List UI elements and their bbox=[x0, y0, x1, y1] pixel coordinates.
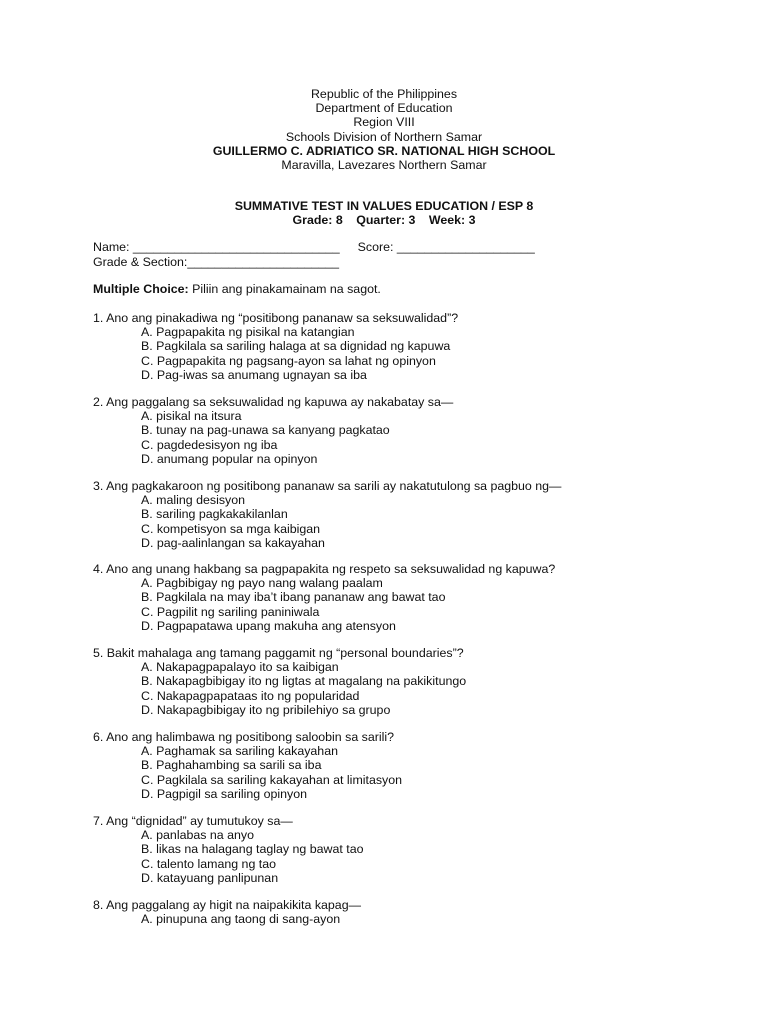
grade-quarter-week bbox=[0, 213, 768, 227]
choice-c: C. Pagkilala sa sariling kakayahan at limitasyon bbox=[141, 772, 403, 787]
choice-c: C. pagdedesisyon ng iba bbox=[141, 437, 278, 452]
instructions-text: Piliin ang pinakamainam na sagot. bbox=[188, 282, 381, 296]
choice-d: D. anumang popular na opinyon bbox=[141, 451, 318, 466]
name-score-row bbox=[93, 240, 535, 255]
header-division: Schools Division of Northern Samar bbox=[285, 129, 483, 144]
choice-b: B. sariling pagkakakilanlan bbox=[141, 507, 288, 522]
question-2 bbox=[93, 395, 453, 466]
choice-d: D. Pagpapatawa upang makuha ang atensyon bbox=[141, 618, 396, 633]
question-stem: 1. Ano ang pinakadiwa ng “positibong pananaw sa seksuwalidad”? bbox=[93, 311, 459, 325]
choice-d: D. Pag-iwas sa anumang ugnayan sa iba bbox=[141, 367, 367, 382]
choice-a: A. pisikal na itsura bbox=[141, 409, 242, 424]
choice-a: A. Paghamak sa sariling kakayahan bbox=[141, 744, 338, 759]
student-info-fields bbox=[93, 240, 535, 270]
choice-b: B. tunay na pag-unawa sa kanyang pagkatao bbox=[141, 423, 390, 438]
choice-d: D. pag-aalinlangan sa kakayahan bbox=[141, 535, 325, 550]
question-3 bbox=[93, 479, 561, 550]
choice-c: C. kompetisyon sa mga kaibigan bbox=[141, 521, 321, 536]
choice-d: D. Nakapagbibigay ito ng pribilehiyo sa grupo bbox=[141, 702, 391, 717]
choice-a: A. Nakapagpapalayo ito sa kaibigan bbox=[141, 660, 339, 675]
choice-d: D. katayuang panlipunan bbox=[141, 870, 279, 885]
question-stem: 6. Ano ang halimbawa ng positibong saloobin sa sarili? bbox=[93, 730, 395, 744]
choice-c: C. Pagpapakita ng pagsang-ayon sa lahat ng opinyon bbox=[141, 353, 436, 368]
question-stem: 4. Ano ang unang hakbang sa pagpapakita ng respeto sa seksuwalidad ng kapuwa? bbox=[93, 562, 556, 576]
week-label: Week: 3 bbox=[428, 213, 476, 228]
header-republic: Republic of the Philippines bbox=[310, 87, 458, 101]
question-6 bbox=[93, 730, 402, 801]
header-department: Department of Education bbox=[315, 101, 453, 116]
score-field[interactable]: Score: ____________________ bbox=[357, 240, 535, 254]
grade-section-field[interactable]: Grade & Section:______________________ bbox=[93, 255, 339, 269]
document-header bbox=[0, 87, 768, 172]
grade-label: Grade: 8 bbox=[292, 213, 343, 228]
question-1 bbox=[93, 311, 458, 382]
choice-b: B. Pagkilala na may iba’t ibang pananaw ang bawat tao bbox=[141, 590, 446, 605]
question-stem: 3. Ang pagkakaroon ng positibong pananaw sa sarili ay nakatutulong sa pagbuo ng— bbox=[93, 479, 562, 493]
question-7 bbox=[93, 814, 364, 885]
choice-c: C. talento lamang ng tao bbox=[141, 856, 277, 871]
question-stem: 8. Ang paggalang ay higit na naipakikita kapag— bbox=[93, 898, 361, 912]
choice-a: A. pinupuna ang taong di sang-ayon bbox=[141, 912, 341, 927]
choice-c: C. Nakapagpapataas ito ng popularidad bbox=[141, 688, 360, 703]
choice-a: A. Pagbibigay ng payo nang walang paalam bbox=[141, 576, 383, 591]
choice-b: B. Pagkilala sa sariling halaga at sa dignidad ng kapuwa bbox=[141, 339, 451, 354]
header-region: Region VIII bbox=[353, 115, 415, 130]
question-8 bbox=[93, 898, 361, 926]
test-title bbox=[0, 199, 768, 227]
question-stem: 5. Bakit mahalaga ang tamang paggamit ng “personal boundaries”? bbox=[93, 646, 464, 660]
name-field[interactable]: Name: ______________________________ bbox=[93, 240, 340, 254]
question-stem: 2. Ang paggalang sa seksuwalidad ng kapuwa ay nakabatay sa— bbox=[93, 395, 454, 409]
instructions bbox=[93, 282, 381, 297]
choice-a: A. Pagpapakita ng pisikal na katangian bbox=[141, 325, 355, 340]
header-school-name: GUILLERMO C. ADRIATICO SR. NATIONAL HIGH SCHOOL bbox=[212, 143, 556, 158]
test-title-main: SUMMATIVE TEST IN VALUES EDUCATION / ESP 8 bbox=[234, 199, 534, 213]
quarter-label: Quarter: 3 bbox=[356, 213, 416, 228]
header-address: Maravilla, Lavezares Northern Samar bbox=[281, 158, 487, 173]
instructions-label: Multiple Choice: bbox=[93, 282, 189, 296]
question-5 bbox=[93, 646, 466, 717]
question-stem: 7. Ang “dignidad” ay tumutukoy sa— bbox=[93, 814, 293, 828]
choice-b: B. Paghahambing sa sarili sa iba bbox=[141, 758, 322, 773]
choice-b: B. Nakapagbibigay ito ng ligtas at magalang na pakikitungo bbox=[141, 674, 467, 689]
question-4 bbox=[93, 562, 555, 633]
choice-b: B. likas na halagang taglay ng bawat tao bbox=[141, 842, 364, 857]
choice-c: C. Pagpilit ng sariling paniniwala bbox=[141, 604, 320, 619]
choice-a: A. panlabas na anyo bbox=[141, 828, 254, 843]
choice-a: A. maling desisyon bbox=[141, 493, 245, 508]
choice-d: D. Pagpigil sa sariling opinyon bbox=[141, 786, 307, 801]
